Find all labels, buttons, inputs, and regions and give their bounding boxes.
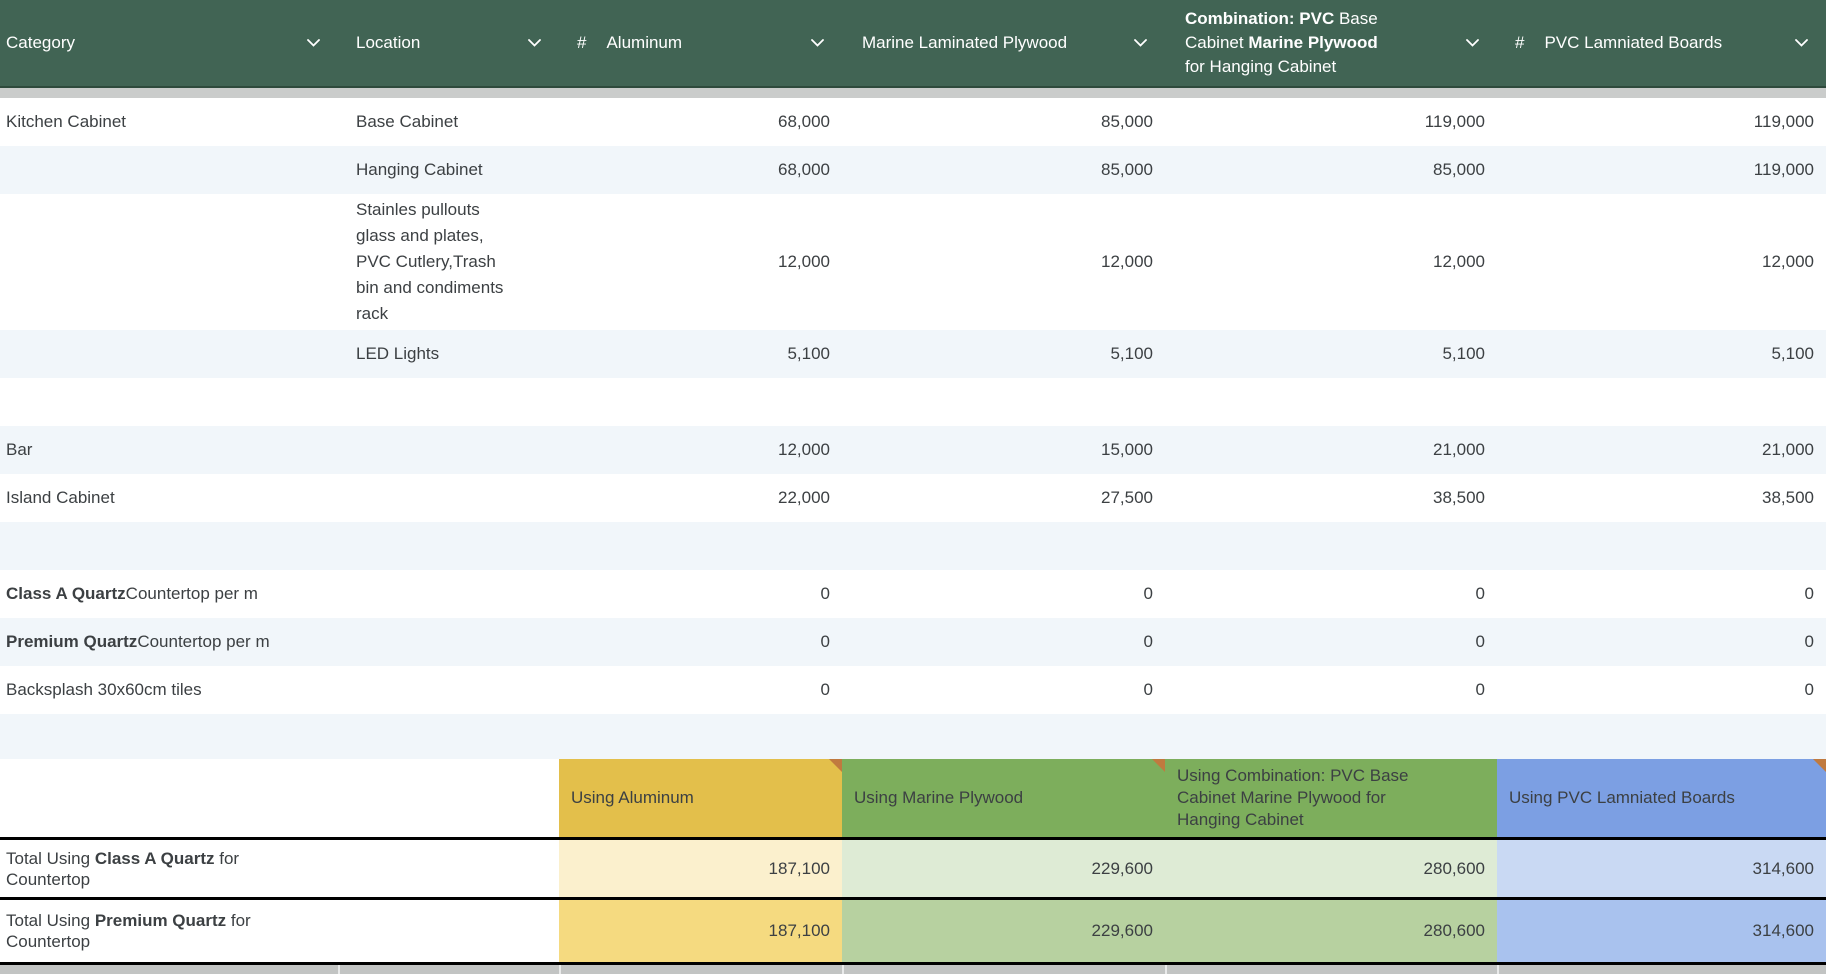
comment-notch-icon xyxy=(829,759,842,772)
location-cell[interactable]: Stainles pullouts glass and plates, PVC Cutlery,Trash bin and condiments rack xyxy=(356,200,504,323)
category-cell[interactable]: Backsplash 30x60cm tiles xyxy=(6,680,202,699)
total-row-premium-quartz xyxy=(0,900,1826,965)
category-cell[interactable]: Bar xyxy=(6,440,33,459)
value-cell-combination[interactable]: 12,000 xyxy=(1433,252,1485,271)
value-cell-aluminum[interactable] xyxy=(559,714,842,759)
value-cell-aluminum[interactable]: 12,000 xyxy=(778,440,830,459)
total-value-combination[interactable]: 280,600 xyxy=(1165,900,1497,962)
column-gridline xyxy=(1497,965,1499,974)
comment-notch-icon xyxy=(1152,759,1165,772)
location-cell[interactable] xyxy=(338,666,559,714)
table-row xyxy=(0,194,1826,330)
value-cell-combination[interactable]: 119,000 xyxy=(1424,112,1485,131)
value-cell-aluminum[interactable] xyxy=(559,522,842,570)
summary-header-label: Using PVC Lamniated Boards xyxy=(1509,788,1735,807)
value-cell-marine[interactable]: 12,000 xyxy=(1101,252,1153,271)
chevron-down-icon[interactable] xyxy=(307,39,338,47)
total-value-aluminum[interactable]: 187,100 xyxy=(559,840,842,897)
location-cell[interactable] xyxy=(338,714,559,759)
column-header-category[interactable] xyxy=(0,0,338,86)
location-cell[interactable] xyxy=(338,570,559,618)
next-row-clipped xyxy=(0,965,1826,974)
location-cell[interactable]: Hanging Cabinet xyxy=(356,160,483,179)
table-row xyxy=(0,330,1826,378)
value-cell-marine[interactable]: 0 xyxy=(1143,632,1153,651)
value-cell-pvc[interactable]: 119,000 xyxy=(1753,160,1814,179)
location-cell[interactable] xyxy=(338,426,559,474)
value-cell-marine[interactable]: 85,000 xyxy=(1101,112,1153,131)
table-row xyxy=(0,714,1826,759)
location-cell[interactable] xyxy=(338,522,559,570)
column-header-label: Combination: PVC Base Cabinet Marine Plywood for Hanging Cabinet xyxy=(1185,9,1378,76)
total-value-aluminum[interactable]: 187,100 xyxy=(559,900,842,962)
column-header-pvc-laminated-boards[interactable] xyxy=(1497,0,1826,86)
chevron-down-icon[interactable] xyxy=(1795,39,1826,47)
table-row xyxy=(0,426,1826,474)
summary-header-using-aluminum[interactable] xyxy=(559,759,842,837)
summary-header-using-marine-plywood[interactable] xyxy=(842,759,1165,837)
chevron-down-icon[interactable] xyxy=(528,39,559,47)
value-cell-marine[interactable]: 27,500 xyxy=(1101,488,1153,507)
summary-header-spacer xyxy=(0,759,559,837)
value-cell-aluminum[interactable]: 0 xyxy=(820,680,830,699)
value-cell-pvc[interactable]: 21,000 xyxy=(1762,440,1814,459)
value-cell-pvc[interactable]: 38,500 xyxy=(1762,488,1814,507)
chevron-down-icon[interactable] xyxy=(1466,39,1497,47)
value-cell-marine[interactable] xyxy=(842,522,1165,570)
category-cell[interactable]: Premium Quartz Countertop per m xyxy=(6,632,270,651)
category-cell[interactable] xyxy=(0,378,338,426)
value-cell-pvc[interactable] xyxy=(1497,714,1826,759)
category-cell[interactable] xyxy=(0,714,338,759)
value-cell-marine[interactable]: 15,000 xyxy=(1101,440,1153,459)
summary-header-row xyxy=(0,759,1826,840)
value-cell-marine[interactable]: 0 xyxy=(1143,584,1153,603)
value-cell-aluminum[interactable]: 22,000 xyxy=(778,488,830,507)
comment-notch-icon xyxy=(1813,759,1826,772)
value-cell-combination[interactable]: 85,000 xyxy=(1433,160,1485,179)
location-cell[interactable] xyxy=(338,474,559,522)
summary-header-label: Using Combination: PVC Base Cabinet Marine Plywood for Hanging Cabinet xyxy=(1177,766,1409,829)
column-header-marine-laminated-plywood[interactable] xyxy=(842,0,1165,86)
total-value-pvc[interactable]: 314,600 xyxy=(1497,840,1826,897)
summary-header-label: Using Marine Plywood xyxy=(854,788,1024,807)
value-cell-pvc[interactable]: 5,100 xyxy=(1771,344,1814,363)
table-row xyxy=(0,522,1826,570)
category-cell[interactable]: Class A Quartz Countertop per m xyxy=(6,584,258,603)
chevron-down-icon[interactable] xyxy=(1134,39,1165,47)
value-cell-combination[interactable]: 0 xyxy=(1475,584,1485,603)
column-header-label: PVC Lamniated Boards xyxy=(1544,33,1723,52)
value-cell-combination[interactable]: 38,500 xyxy=(1433,488,1485,507)
category-cell[interactable] xyxy=(0,522,338,570)
table-row xyxy=(0,618,1826,666)
value-cell-combination[interactable] xyxy=(1165,714,1497,759)
value-cell-aluminum[interactable]: 0 xyxy=(820,632,830,651)
column-gridline xyxy=(338,965,340,974)
table-row xyxy=(0,666,1826,714)
value-cell-aluminum[interactable]: 5,100 xyxy=(787,344,830,363)
value-cell-aluminum[interactable] xyxy=(559,378,842,426)
total-value-marine[interactable]: 229,600 xyxy=(842,900,1165,962)
summary-header-using-pvc-boards[interactable] xyxy=(1497,759,1826,837)
table-row xyxy=(0,146,1826,194)
value-cell-pvc[interactable] xyxy=(1497,522,1826,570)
summary-header-label: Using Aluminum xyxy=(571,788,694,807)
column-gridline xyxy=(1165,965,1167,974)
column-header-label: Location xyxy=(356,33,421,52)
value-cell-pvc[interactable]: 0 xyxy=(1804,632,1814,651)
chevron-down-icon[interactable] xyxy=(811,39,842,47)
column-header-label: Category xyxy=(6,33,75,52)
column-gridline xyxy=(842,965,844,974)
value-cell-pvc[interactable]: 12,000 xyxy=(1762,252,1814,271)
number-type-icon: # xyxy=(1515,33,1525,52)
column-gridline xyxy=(559,965,561,974)
header-row xyxy=(0,0,1826,86)
location-cell[interactable]: Base Cabinet xyxy=(356,112,459,131)
value-cell-pvc[interactable] xyxy=(1497,378,1826,426)
value-cell-aluminum[interactable]: 68,000 xyxy=(778,160,830,179)
column-header-label: Marine Laminated Plywood xyxy=(862,33,1068,52)
total-value-combination[interactable]: 280,600 xyxy=(1165,840,1497,897)
value-cell-combination[interactable] xyxy=(1165,378,1497,426)
total-row-label[interactable]: Total Using Class A Quartz for Countertop xyxy=(0,840,559,897)
total-value-marine[interactable]: 229,600 xyxy=(842,840,1165,897)
frozen-row-divider xyxy=(0,86,1826,98)
category-cell[interactable] xyxy=(0,330,338,378)
column-header-combination[interactable] xyxy=(1165,0,1497,86)
value-cell-pvc[interactable]: 119,000 xyxy=(1753,112,1814,131)
value-cell-marine[interactable]: 85,000 xyxy=(1101,160,1153,179)
value-cell-combination[interactable]: 0 xyxy=(1475,680,1485,699)
value-cell-combination[interactable] xyxy=(1165,522,1497,570)
summary-header-using-combination[interactable] xyxy=(1165,759,1497,837)
value-cell-marine[interactable] xyxy=(842,714,1165,759)
column-header-label: Aluminum xyxy=(606,33,683,52)
table-row xyxy=(0,378,1826,426)
value-cell-aluminum[interactable]: 0 xyxy=(820,584,830,603)
value-cell-combination[interactable]: 0 xyxy=(1475,632,1485,651)
number-type-icon: # xyxy=(577,33,587,52)
column-header-aluminum[interactable] xyxy=(559,0,842,86)
location-cell[interactable]: LED Lights xyxy=(356,344,440,363)
value-cell-marine[interactable]: 0 xyxy=(1143,680,1153,699)
value-cell-combination[interactable]: 21,000 xyxy=(1433,440,1485,459)
value-cell-pvc[interactable]: 0 xyxy=(1804,584,1814,603)
value-cell-combination[interactable]: 5,100 xyxy=(1442,344,1485,363)
category-cell[interactable]: Kitchen Cabinet xyxy=(6,112,127,131)
category-cell[interactable]: Island Cabinet xyxy=(6,488,115,507)
value-cell-aluminum[interactable]: 12,000 xyxy=(778,252,830,271)
category-cell[interactable] xyxy=(0,194,338,330)
column-header-location[interactable] xyxy=(338,0,559,86)
location-cell[interactable] xyxy=(338,618,559,666)
value-cell-marine[interactable]: 5,100 xyxy=(1110,344,1153,363)
value-cell-pvc[interactable]: 0 xyxy=(1804,680,1814,699)
table-row xyxy=(0,98,1826,146)
total-row-class-a-quartz xyxy=(0,840,1826,900)
table-row xyxy=(0,474,1826,522)
value-cell-aluminum[interactable]: 68,000 xyxy=(778,112,830,131)
category-cell[interactable] xyxy=(0,146,338,194)
location-cell[interactable] xyxy=(338,378,559,426)
total-row-label[interactable]: Total Using Premium Quartz for Countertop xyxy=(0,900,559,962)
total-value-pvc[interactable]: 314,600 xyxy=(1497,900,1826,962)
table-row xyxy=(0,570,1826,618)
value-cell-marine[interactable] xyxy=(842,378,1165,426)
